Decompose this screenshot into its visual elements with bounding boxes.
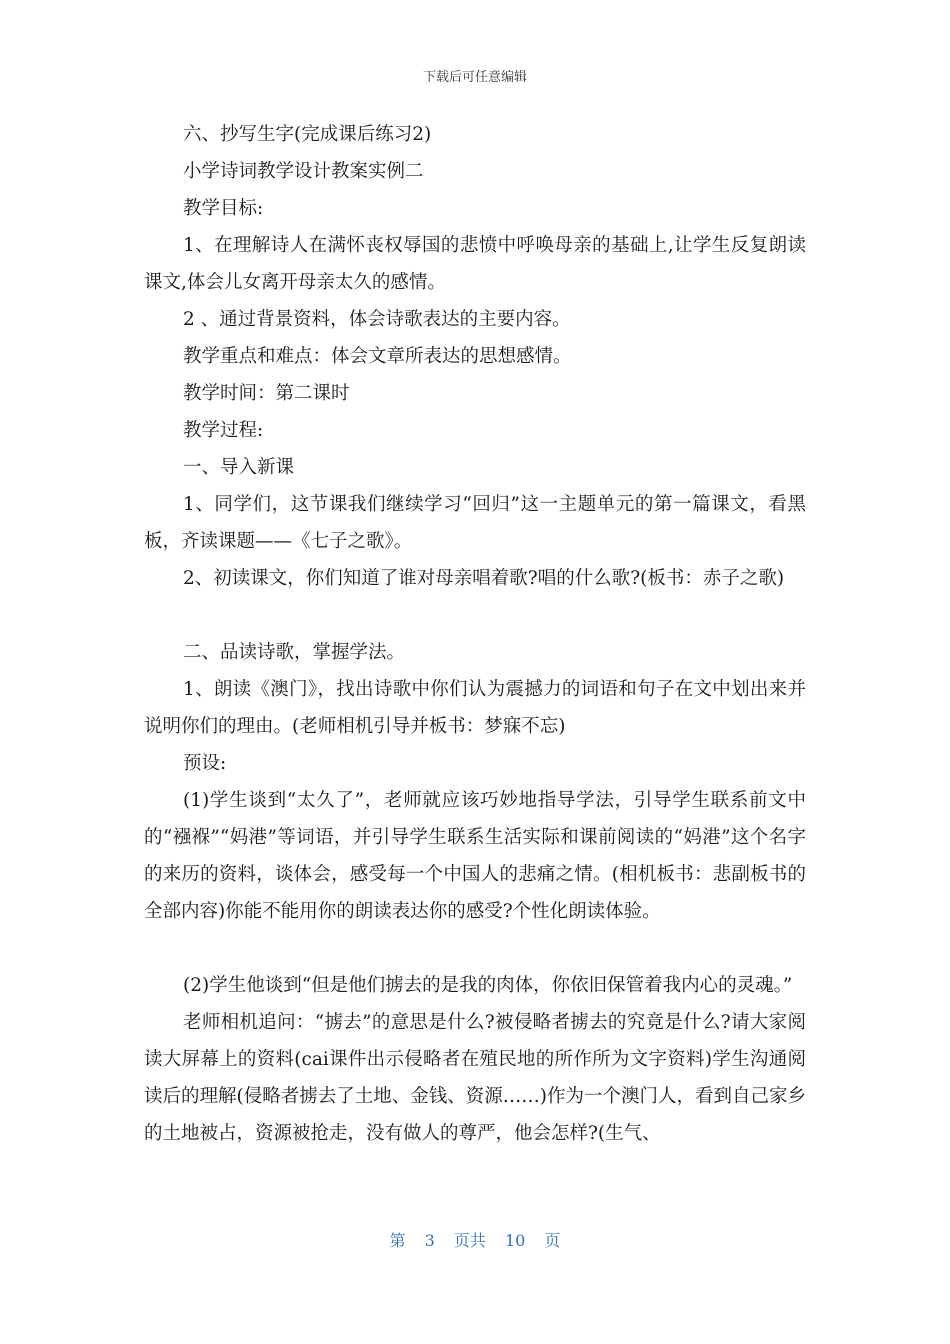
page-number-footer: 第 3 页共 10 页 — [389, 1231, 561, 1250]
blank-line — [144, 597, 806, 634]
paragraph: (2)学生他谈到“但是他们掳去的是我的肉体，你依旧保管着我内心的灵魂。” — [183, 975, 793, 996]
paragraph: 1、在理解诗人在满怀丧权辱国的悲愤中呼唤母亲的基础上,让学生反复朗读课文,体会儿女离开母亲太久的感情。 — [144, 235, 806, 293]
heading-objectives: 教学目标: — [183, 198, 264, 219]
section-title: 小学诗词教学设计教案实例二 — [183, 161, 424, 182]
heading-step-two: 二、品读诗歌，掌握学法。 — [183, 642, 406, 663]
paragraph: 1、朗读《澳门》，找出诗歌中你们认为震撼力的词语和句子在文中划出来并说明你们的理由。(老师相机引导并板书：梦寐不忘) — [144, 679, 806, 737]
paragraph: 教学时间：第二课时 — [183, 383, 350, 404]
paragraph: 老师相机追问：“掳去”的意思是什么?被侵略者掳去的究竟是什么?请大家阅读大屏幕上的资料(cai课件出示侵略者在殖民地的所作所为文字资料)学生沟通阅读后的理解(侵略者掳去了土地、金钱、资源……)作为一个澳门人，看到自己家乡的土地被占，资源被抢走，没有做人的尊严，他会怎样?(生气、 — [144, 1012, 806, 1144]
blank-line — [144, 930, 806, 967]
paragraph: 六、抄写生字(完成课后练习2) — [183, 124, 432, 145]
paragraph: 1、同学们，这节课我们继续学习“回归”这一主题单元的第一篇课文，看黑板，齐读课题——《七子之歌》。 — [144, 494, 806, 552]
page-header: 下载后可任意编辑 — [422, 70, 527, 85]
heading-step-one: 一、导入新课 — [183, 457, 295, 478]
heading-process: 教学过程: — [183, 420, 264, 441]
paragraph: 教学重点和难点：体会文章所表达的思想感情。 — [183, 346, 572, 367]
paragraph: 2、初读课文，你们知道了谁对母亲唱着歌?唱的什么歌?(板书：赤子之歌) — [183, 568, 785, 589]
paragraph: 2 、通过背景资料，体会诗歌表达的主要内容。 — [183, 309, 571, 330]
paragraph: 预设: — [183, 753, 227, 774]
document-body — [144, 116, 806, 1152]
paragraph: (1)学生谈到“太久了”，老师就应该巧妙地指导学法，引导学生联系前文中的“襁褓”“妈港”等词语，并引导学生联系生活实际和课前阅读的“妈港”这个名字的来历的资料，谈体会，感受每一个中国人的悲痛之情。(相机板书：悲副板书的全部内容)你能不能用你的朗读表达你的感受?个性化朗读体验。 — [144, 790, 806, 922]
